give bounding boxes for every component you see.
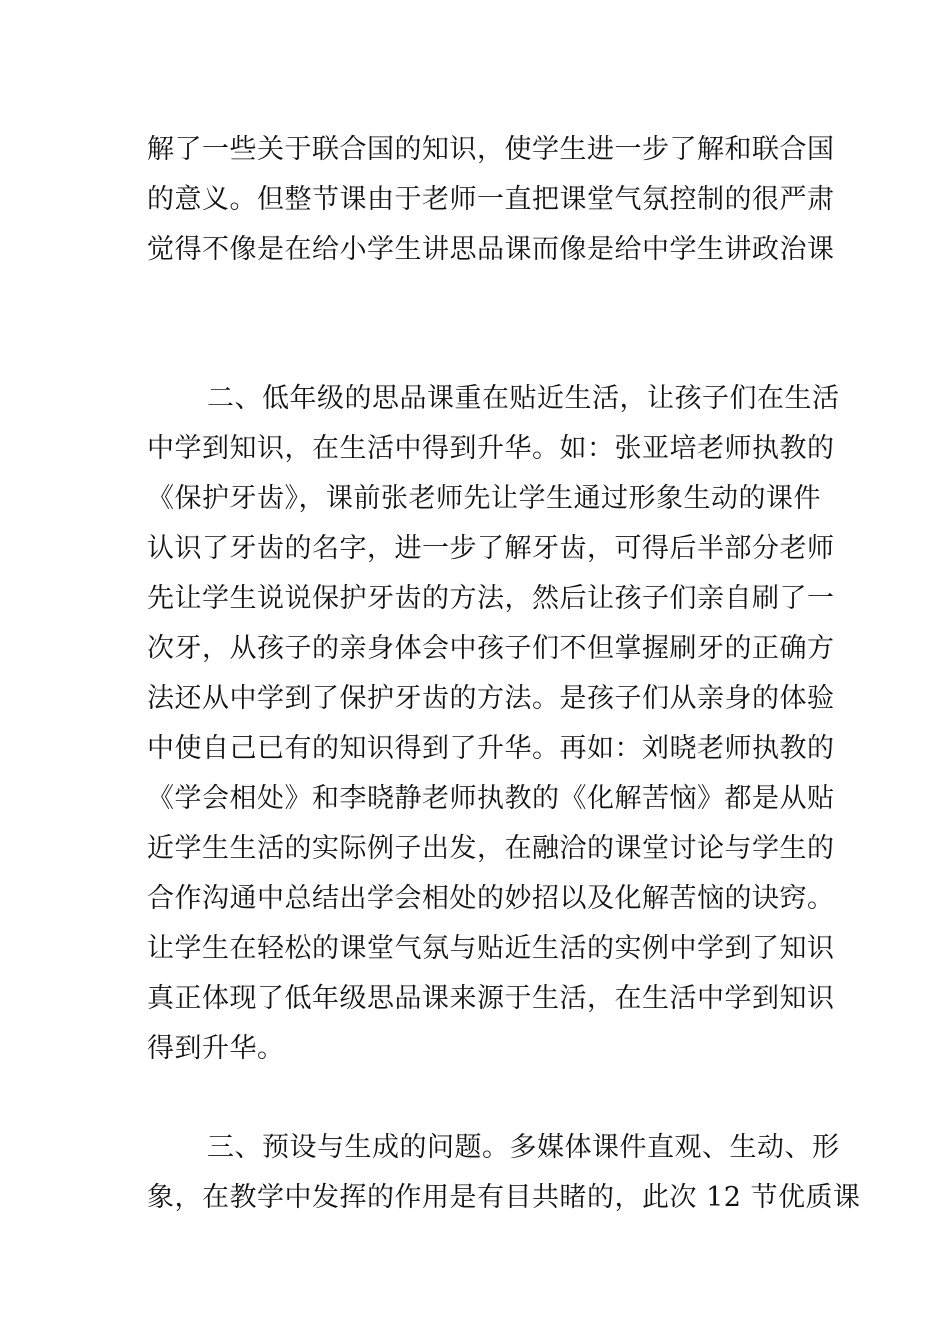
paragraph-line: 《学会相处》和李晓静老师执教的《化解苦恼》都是从贴 (147, 783, 835, 814)
paragraph-line: 次牙，从孩子的亲身体会中孩子们不但掌握刷牙的正确方 (147, 633, 835, 664)
paragraph-line: 《保护牙齿》，课前张老师先让学生通过形象生动的课件 (147, 483, 821, 514)
paragraph-line: 让学生在轻松的课堂气氛与贴近生活的实例中学到了知识 (147, 933, 835, 964)
paragraph-line: 觉得不像是在给小学生讲思品课而像是给中学生讲政治课 (147, 234, 835, 265)
paragraph-line: 象，在教学中发挥的作用是有目共睹的，此次 12 节优质课 (147, 1182, 861, 1213)
paragraph-first-line: 三、预设与生成的问题。多媒体课件直观、生动、形 (207, 1132, 840, 1163)
paragraph-line: 得到升华。 (147, 1033, 285, 1064)
paragraph-line: 法还从中学到了保护牙齿的方法。是孩子们从亲身的体验 (147, 683, 835, 714)
paragraph-first-line: 二、低年级的思品课重在贴近生活，让孩子们在生活 (207, 383, 840, 414)
paragraph-line: 合作沟通中总结出学会相处的妙招以及化解苦恼的诀窍。 (147, 883, 835, 914)
paragraph-line: 近学生生活的实际例子出发，在融洽的课堂讨论与学生的 (147, 833, 835, 864)
paragraph-line: 先让学生说说保护牙齿的方法，然后让孩子们亲自刷了一 (147, 583, 835, 614)
paragraph-line: 认识了牙齿的名字，进一步了解牙齿，可得后半部分老师 (147, 533, 835, 564)
paragraph-line: 解了一些关于联合国的知识，使学生进一步了解和联合国 (147, 134, 835, 165)
paragraph-line: 真正体现了低年级思品课来源于生活，在生活中学到知识 (147, 983, 835, 1014)
paragraph-line: 的意义。但整节课由于老师一直把课堂气氛控制的很严肃 (147, 184, 835, 215)
paragraph-line: 中使自己已有的知识得到了升华。再如：刘晓老师执教的 (147, 733, 835, 764)
paragraph-line: 中学到知识，在生活中得到升华。如：张亚培老师执教的 (147, 433, 835, 464)
